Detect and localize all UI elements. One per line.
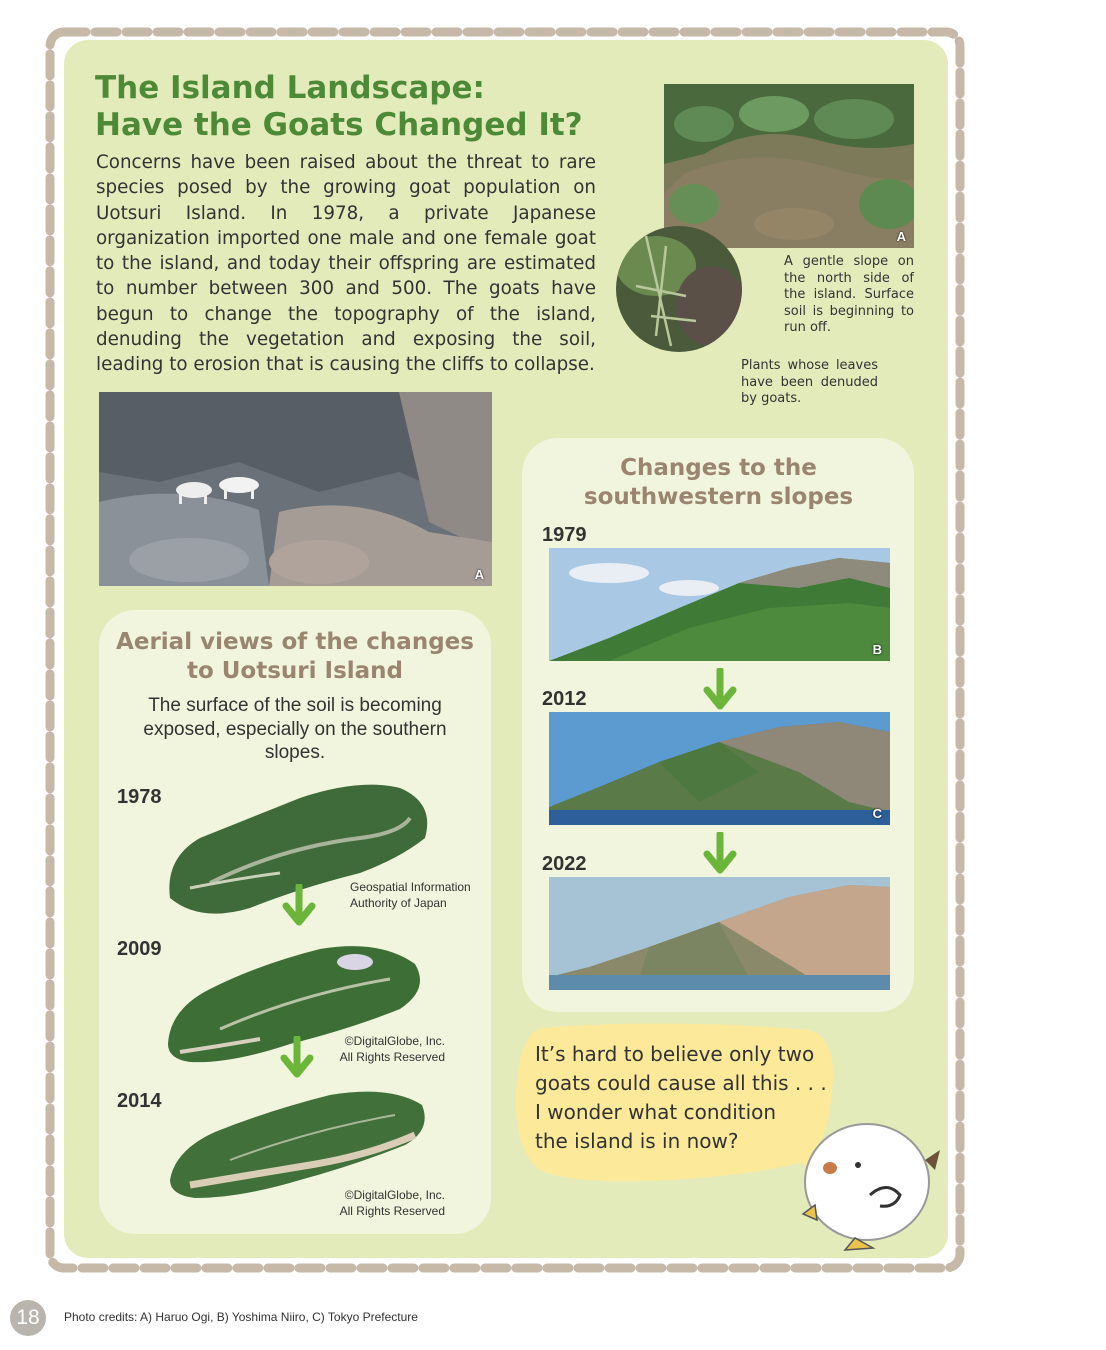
slope-caption: A gentle slope on the north side of the island. Surface soil is beginning to run off.: [784, 254, 914, 335]
speech-line-2: goats could cause all this . . .: [535, 1071, 827, 1095]
page-number: 18: [10, 1300, 46, 1336]
slope-photo-2022: [549, 877, 890, 990]
slope-year-2012: 2012: [542, 688, 587, 710]
plants-photo: [616, 226, 742, 352]
arrow-down-icon: [279, 1036, 315, 1080]
slope-photo: [664, 84, 914, 248]
slope-photo-2012: [549, 712, 890, 825]
aerial-credit-1978-line2: Authority of Japan: [350, 896, 447, 910]
arrow-down-icon: [702, 832, 738, 876]
aerial-credit-2014: [323, 1187, 445, 1219]
aerial-views-title: Aerial views of the changes to Uotsuri Island: [116, 629, 474, 684]
speech-line-3: I wonder what condition: [535, 1100, 777, 1124]
aerial-credit-2009-line2: All Rights Reserved: [339, 1050, 445, 1064]
slope-photo-label: A: [896, 229, 906, 244]
southwestern-slopes-title: Changes to the southwestern slopes: [583, 455, 854, 510]
speech-bubble-text: [535, 1040, 835, 1156]
intro-paragraph: Concerns have been raised about the threat to rare species posed by the growing goat population on Uotsuri Island. In 1978, a private Japanese organization imported one male and one female goat to the island, and today their offspring are estimated to number between 300 and 500. The goats have begun to change the topography of the island, denuding the vegetation and exposing the soil, leading to erosion that is causing the cliffs to collapse.: [96, 152, 596, 376]
aerial-credit-2014-line1: ©DigitalGlobe, Inc.: [344, 1188, 445, 1202]
bird-mascot-icon: [795, 1110, 945, 1255]
slope-photo-1979: [549, 548, 890, 661]
aerial-year-2009: 2009: [117, 938, 162, 960]
arrow-down-icon: [281, 884, 317, 928]
goats-photo: [99, 392, 492, 586]
aerial-credit-2014-line2: All Rights Reserved: [339, 1204, 445, 1218]
photo-credits: Photo credits: A) Haruo Ogi, B) Yoshima Niiro, C) Tokyo Prefecture: [64, 1310, 418, 1324]
aerial-year-2014: 2014: [117, 1090, 162, 1112]
slope-year-1979: 1979: [542, 524, 587, 546]
aerial-credit-2009-line1: ©DigitalGlobe, Inc.: [344, 1034, 445, 1048]
aerial-credit-1978-line1: Geospatial Information: [350, 880, 471, 894]
aerial-credit-1978: [350, 879, 471, 911]
plants-photo-label: B: [722, 335, 732, 350]
aerial-views-description: The surface of the soil is becoming exposed, especially on the southern slopes.: [143, 695, 447, 763]
slope-2012-label: C: [872, 806, 882, 821]
aerial-image-2014: [160, 1080, 436, 1204]
slope-1979-label: B: [872, 642, 882, 657]
title-line-2: Have the Goats Changed It?: [95, 107, 583, 143]
speech-line-1: It’s hard to believe only two: [535, 1042, 815, 1066]
title-line-1: The Island Landscape:: [95, 70, 485, 106]
plants-caption: Plants whose leaves have been denuded by goats.: [741, 358, 878, 406]
aerial-year-1978: 1978: [117, 786, 162, 808]
page-title: [95, 70, 615, 144]
speech-line-4: the island is in now?: [535, 1129, 739, 1153]
slope-year-2022: 2022: [542, 853, 587, 875]
arrow-down-icon: [702, 668, 738, 712]
goats-photo-label: A: [474, 567, 484, 582]
aerial-credit-2009: [323, 1033, 445, 1065]
